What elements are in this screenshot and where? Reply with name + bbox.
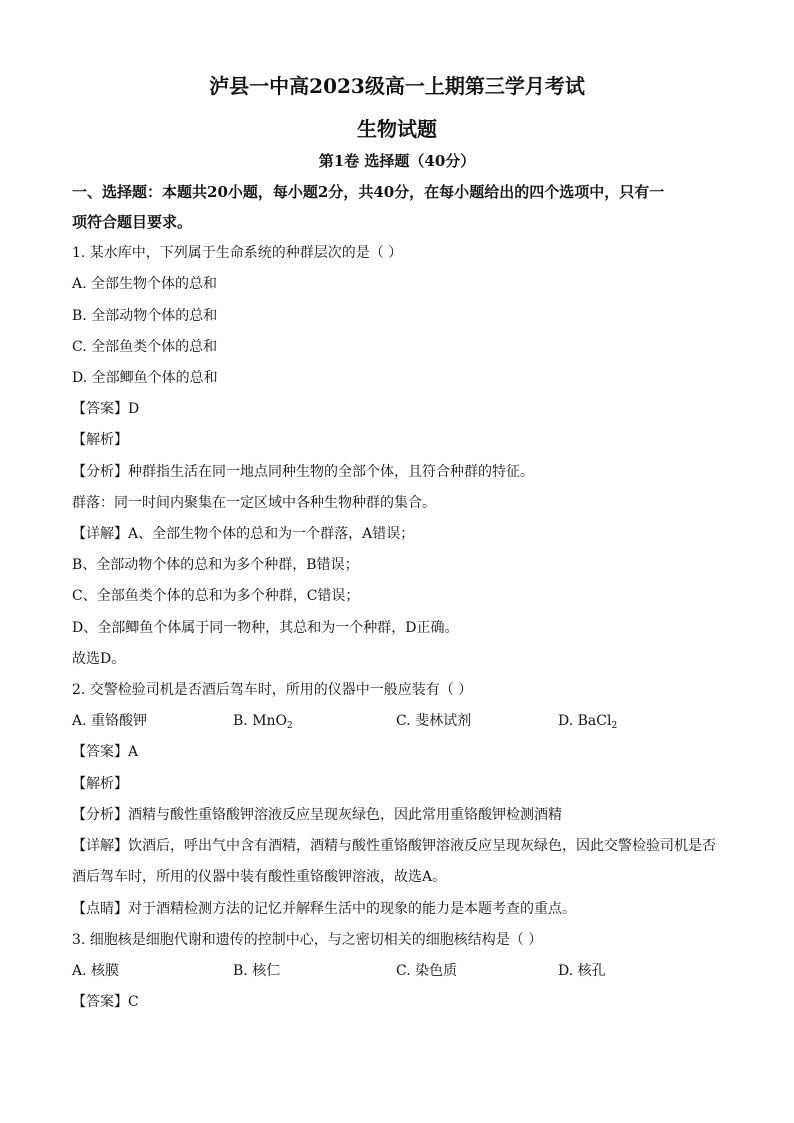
q2-analysis-label: 【解析】 [72, 776, 128, 792]
instructions-line-1: 一、选择题：本题共20小题，每小题2分，共40分，在每小题给出的四个选项中，只有一 [72, 183, 665, 201]
q1-detail-2: B、全部动物个体的总和为多个种群，B错误； [72, 557, 359, 573]
q3-option-a: A. 核膜 [72, 963, 120, 979]
q3-option-d: D. 核孔 [558, 963, 606, 979]
q2-option-a: A. 重铬酸钾 [72, 713, 148, 729]
exam-title: 泸县一中高2023级高一上期第三学月考试 [209, 74, 585, 98]
q3-option-c: C. 染色质 [396, 963, 458, 979]
q2-option-d-text: D. BaCl [558, 713, 612, 729]
q1-option-b: B. 全部动物个体的总和 [72, 308, 218, 324]
q2-option-b-text: B. MnO [233, 713, 288, 729]
q1-option-c: C. 全部鱼类个体的总和 [72, 339, 218, 355]
q3-stem: 3. 细胞核是细胞代谢和遗传的控制中心，与之密切相关的细胞核结构是（ ） [72, 932, 543, 948]
q3-answer: 【答案】C [72, 994, 139, 1010]
q2-answer: 【答案】A [72, 744, 139, 760]
q1-detail-3: C、全部鱼类个体的总和为多个种群，C错误； [72, 588, 360, 604]
instructions-line-2: 项符合题目要求。 [72, 213, 193, 231]
q2-detail-2: 酒后驾车时，所用的仪器中装有酸性重铬酸钾溶液，故选A。 [72, 869, 447, 885]
q1-stem: 1. 某水库中，下列属于生命系统的种群层次的是（ ） [72, 245, 403, 261]
q3-option-b: B. 核仁 [233, 963, 281, 979]
section-title: 第1卷 选择题（40分） [318, 152, 476, 170]
q1-detail-1: 【详解】A、全部生物个体的总和为一个群落，A错误； [72, 526, 415, 542]
q2-option-b-subscript: 2 [287, 721, 293, 731]
q1-option-d: D. 全部鲫鱼个体的总和 [72, 370, 218, 386]
q2-dianjing: 【点睛】对于酒精检测方法的记忆并解释生活中的现象的能力是本题考查的重点。 [72, 901, 576, 917]
subject-title: 生物试题 [357, 117, 437, 141]
q1-conclusion: 故选D。 [72, 651, 126, 667]
q2-option-d [558, 712, 617, 735]
q1-analysis-label: 【解析】 [72, 432, 128, 448]
q2-option-d-subscript: 2 [611, 721, 618, 731]
q1-option-a: A. 全部生物个体的总和 [72, 276, 218, 292]
q1-fenxi: 【分析】种群指生活在同一地点同种生物的全部个体，且符合种群的特征。 [72, 464, 534, 480]
q1-answer: 【答案】D [72, 401, 140, 417]
q2-option-b [233, 712, 293, 735]
q2-stem: 2. 交警检验司机是否酒后驾车时，所用的仪器中一般应装有（ ） [72, 682, 473, 698]
q2-detail-1: 【详解】饮酒后，呼出气中含有酒精，酒精与酸性重铬酸钾溶液反应呈现灰绿色，因此交警检验司机是否 [72, 838, 716, 854]
q2-fenxi: 【分析】酒精与酸性重铬酸钾溶液反应呈现灰绿色，因此常用重铬酸钾检测酒精 [72, 807, 562, 823]
q1-detail-4: D、全部鲫鱼个体属于同一物种，其总和为一个种群，D正确。 [72, 620, 459, 636]
q1-qunluo: 群落：同一时间内聚集在一定区域中各种生物种群的集合。 [72, 495, 436, 511]
q2-option-c: C. 斐林试剂 [396, 713, 472, 729]
